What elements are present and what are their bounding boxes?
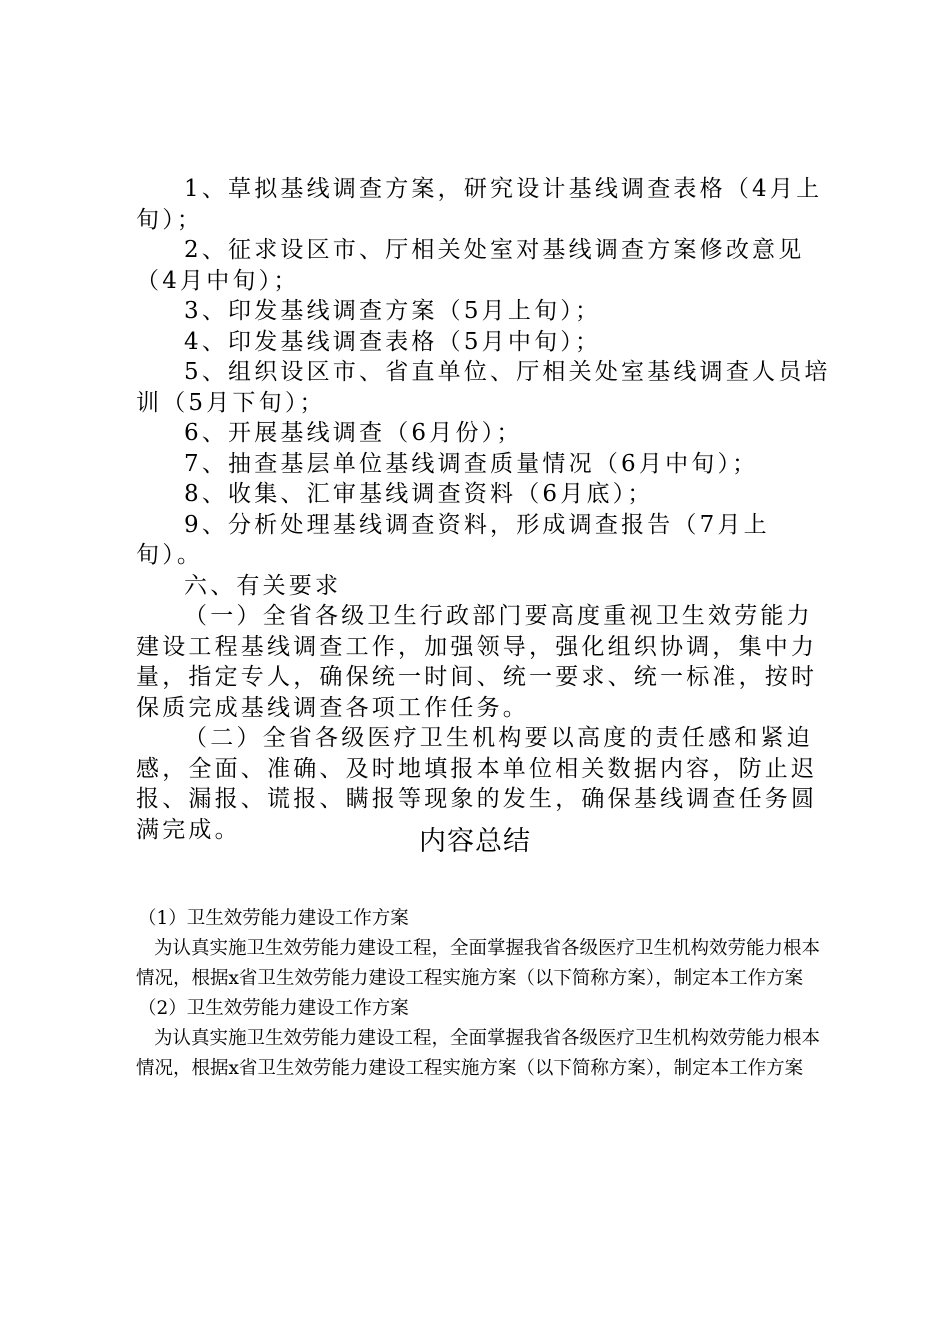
step-4: 4、印发基线调查表格（5月中旬）； <box>184 328 602 355</box>
summary-item-body: 为认真实施卫生效劳能力建设工程，全面掌握我省各级医疗卫生机构效劳能力根本情况，根据x省卫生效劳能力建设工程实施方案（以下简称方案），制定本工作方案 <box>136 938 821 989</box>
step-8: 8、收集、汇审基线调查资料（6月底）； <box>184 481 654 507</box>
document-body <box>136 174 836 845</box>
step-2: 2、征求设区市、厅相关处室对基线调查方案修改意见（4月中旬）； <box>136 237 805 294</box>
step-3: 3、印发基线调查方案（5月上旬）； <box>184 298 602 324</box>
step-7: 7、抽查基层单位基线调查质量情况（6月中旬）； <box>184 450 759 477</box>
step-1: 1、草拟基线调查方案，研究设计基线调查表格（4月上旬）； <box>136 176 823 233</box>
step-9: 9、分析处理基线调查资料，形成调查报告（7月上旬）。 <box>136 511 770 568</box>
requirements-heading: 六、有关要求 <box>184 572 342 599</box>
step-6: 6、开展基线调查（6月份）； <box>184 420 523 446</box>
requirement-1: （一）全省各级卫生行政部门要高度重视卫生效劳能力建设工程基线调查工作，加强领导，强化组织协调，集中力量，指定专人，确保统一时间、统一要求、统一标准，按时保质完成基线调查各项工作任务。 <box>136 603 818 721</box>
summary-item-heading: （2）卫生效劳能力建设工作方案 <box>138 998 409 1019</box>
step-5: 5、组织设区市、省直单位、厅相关处室基线调查人员培训（5月下旬）； <box>136 359 831 416</box>
requirement-2: （二）全省各级医疗卫生机构要以高度的责任感和紧迫感，全面、准确、及时地填报本单位相关数据内容，防止迟报、漏报、谎报、瞒报等现象的发生，确保基线调查任务圆满完成。 <box>136 725 818 843</box>
summary-item-body: 为认真实施卫生效劳能力建设工程，全面掌握我省各级医疗卫生机构效劳能力根本情况，根据x省卫生效劳能力建设工程实施方案（以下简称方案），制定本工作方案 <box>136 1028 821 1079</box>
summary-item-heading: （1）卫生效劳能力建设工作方案 <box>138 908 409 929</box>
summary-section <box>136 904 836 1084</box>
summary-title: 内容总结 <box>419 826 531 857</box>
